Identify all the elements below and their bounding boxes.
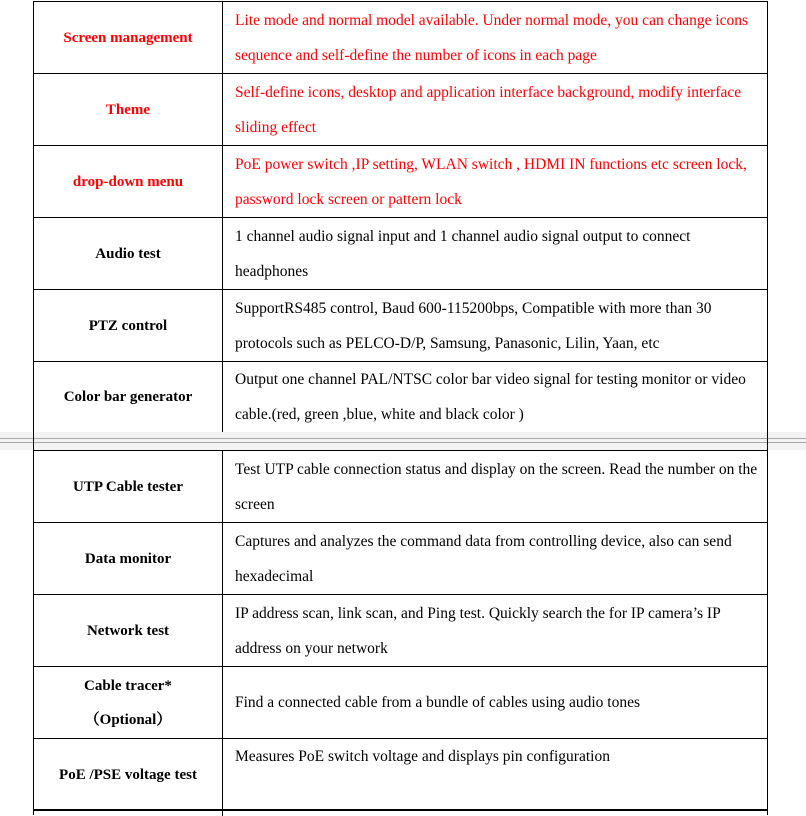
row-label-line: （Optional） (84, 711, 172, 728)
table-row (34, 595, 768, 667)
row-description: Captures and analyzes the command data from controlling device, also can send hexadecimal (223, 523, 768, 595)
table-row (34, 218, 768, 290)
row-label-line: Cable tracer* (84, 677, 172, 694)
row-description: Self-define icons, desktop and application interface background, modify interface sliding effect (223, 74, 768, 146)
spec-table-page-1 (33, 1, 768, 433)
table-row (34, 74, 768, 146)
page-corner-mark (33, 432, 34, 450)
page-corner-mark (767, 432, 768, 450)
row-description: PoE power switch ,IP setting, WLAN switch , HDMI IN functions etc screen lock, password lock screen or pattern lock (223, 146, 768, 218)
row-label: UTP Cable tester (34, 451, 223, 523)
row-label: PTZ control (34, 290, 223, 362)
spec-table-page-2 (33, 450, 768, 811)
table-row (34, 523, 768, 595)
table-row (34, 451, 768, 523)
row-label (34, 667, 223, 739)
row-label: Color bar generator (34, 362, 223, 433)
row-description: Test UTP cable connection status and display on the screen. Read the number on the screen (223, 451, 768, 523)
table-row (34, 2, 768, 74)
next-row-edge (33, 809, 768, 815)
table-row (34, 146, 768, 218)
row-description: SupportRS485 control, Baud 600-115200bps, Compatible with more than 30 protocols such as PELCO-D/P, Samsung, Panasonic, Lilin, Yaan, etc (223, 290, 768, 362)
row-label: Data monitor (34, 523, 223, 595)
table-row (34, 362, 768, 433)
row-label: Theme (34, 74, 223, 146)
row-description: IP address scan, link scan, and Ping test. Quickly search the for IP camera’s IP address on your network (223, 595, 768, 667)
row-description: Output one channel PAL/NTSC color bar video signal for testing monitor or video cable.(red, green ,blue, white and black color ) (223, 362, 768, 433)
row-label: Screen management (34, 2, 223, 74)
column-divider (222, 810, 223, 816)
row-label: drop-down menu (34, 146, 223, 218)
table-row (34, 739, 768, 811)
row-label: Network test (34, 595, 223, 667)
row-label: PoE /PSE voltage test (34, 739, 223, 811)
row-label: Audio test (34, 218, 223, 290)
table-row (34, 667, 768, 739)
row-description: Find a connected cable from a bundle of cables using audio tones (223, 667, 768, 739)
table-row (34, 290, 768, 362)
page-break (0, 432, 806, 450)
page-break-line (0, 442, 806, 443)
page-break-line (0, 438, 806, 439)
row-description: Lite mode and normal model available. Under normal mode, you can change icons sequence and self-define the number of icons in each page (223, 2, 768, 74)
row-description: 1 channel audio signal input and 1 channel audio signal output to connect headphones (223, 218, 768, 290)
row-description: Measures PoE switch voltage and displays pin configuration (223, 739, 768, 811)
